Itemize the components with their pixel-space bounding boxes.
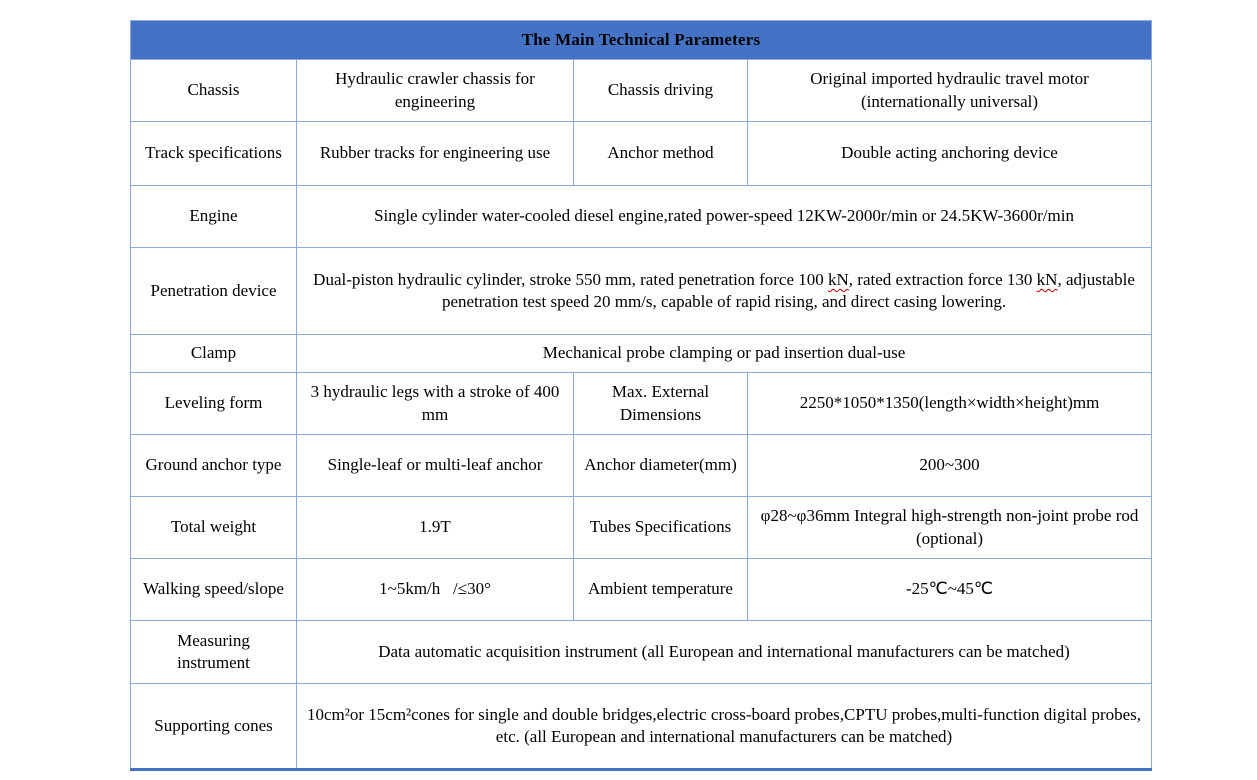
table-row-measuring-instrument bbox=[131, 621, 1152, 684]
row-value: -25℃~45℃ bbox=[748, 559, 1152, 621]
row-label: Track specifications bbox=[131, 122, 297, 186]
row-label: Leveling form bbox=[131, 373, 297, 435]
row-label: Penetration device bbox=[131, 248, 297, 335]
row-value: φ28~φ36mm Integral high-strength non-joint probe rod (optional) bbox=[748, 497, 1152, 559]
row-value: Single cylinder water-cooled diesel engine,rated power-speed 12KW-2000r/min or 24.5KW-3600r/min bbox=[297, 186, 1152, 248]
row-value: Mechanical probe clamping or pad insertion dual-use bbox=[297, 335, 1152, 373]
row-value: Hydraulic crawler chassis for engineering bbox=[297, 60, 574, 122]
row-label: Ambient temperature bbox=[574, 559, 748, 621]
table-row-clamp bbox=[131, 335, 1152, 373]
row-value bbox=[297, 248, 1152, 335]
text-segment: , rated extraction force 130 bbox=[848, 269, 1037, 289]
table-row-walking-speed-slope bbox=[131, 559, 1152, 621]
row-value: 1.9T bbox=[297, 497, 574, 559]
table-row-track-specifications bbox=[131, 122, 1152, 186]
table-header-row bbox=[131, 21, 1152, 60]
row-value: Single-leaf or multi-leaf anchor bbox=[297, 435, 574, 497]
table-row-engine bbox=[131, 186, 1152, 248]
row-label: Anchor diameter(mm) bbox=[574, 435, 748, 497]
table-row-ground-anchor-type bbox=[131, 435, 1152, 497]
row-value: Original imported hydraulic travel motor (internationally universal) bbox=[748, 60, 1152, 122]
text-segment: Dual-piston hydraulic cylinder, stroke 550 mm, rated penetration force 100 bbox=[313, 269, 829, 289]
technical-parameters-table bbox=[130, 20, 1152, 771]
row-label: Clamp bbox=[131, 335, 297, 373]
row-label: Anchor method bbox=[574, 122, 748, 186]
row-label: Supporting cones bbox=[131, 684, 297, 770]
text-segment: , adjustable penetration test speed 20 mm/s, capable of rapid rising, and direct casing lowering. bbox=[441, 269, 1135, 311]
row-label: Max. External Dimensions bbox=[574, 373, 748, 435]
row-value: Rubber tracks for engineering use bbox=[297, 122, 574, 186]
table-row-leveling-form bbox=[131, 373, 1152, 435]
row-value: 2250*1050*1350(length×width×height)mm bbox=[748, 373, 1152, 435]
row-label: Chassis bbox=[131, 60, 297, 122]
technical-parameters-section bbox=[130, 20, 1152, 771]
table-row-chassis bbox=[131, 60, 1152, 122]
spellcheck-marked-text: kN bbox=[828, 269, 849, 289]
row-value: Double acting anchoring device bbox=[748, 122, 1152, 186]
row-label: Engine bbox=[131, 186, 297, 248]
row-value: 1~5km/h /≤30° bbox=[297, 559, 574, 621]
table-title: The Main Technical Parameters bbox=[131, 21, 1152, 60]
row-label: Total weight bbox=[131, 497, 297, 559]
row-value: 10cm²or 15cm²cones for single and double bridges,electric cross-board probes,CPTU probes,multi-function digital probes, etc. (all European and international manufacturers can be matched) bbox=[297, 684, 1152, 770]
row-label: Ground anchor type bbox=[131, 435, 297, 497]
table-row-supporting-cones bbox=[131, 684, 1152, 770]
row-label: Chassis driving bbox=[574, 60, 748, 122]
row-label: Walking speed/slope bbox=[131, 559, 297, 621]
row-value: 3 hydraulic legs with a stroke of 400 mm bbox=[297, 373, 574, 435]
row-value: 200~300 bbox=[748, 435, 1152, 497]
row-label: Measuring instrument bbox=[131, 621, 297, 684]
table-row-total-weight bbox=[131, 497, 1152, 559]
spellcheck-marked-text: kN bbox=[1036, 269, 1058, 289]
row-label: Tubes Specifications bbox=[574, 497, 748, 559]
row-value: Data automatic acquisition instrument (all European and international manufacturers can be matched) bbox=[297, 621, 1152, 684]
table-row-penetration-device bbox=[131, 248, 1152, 335]
